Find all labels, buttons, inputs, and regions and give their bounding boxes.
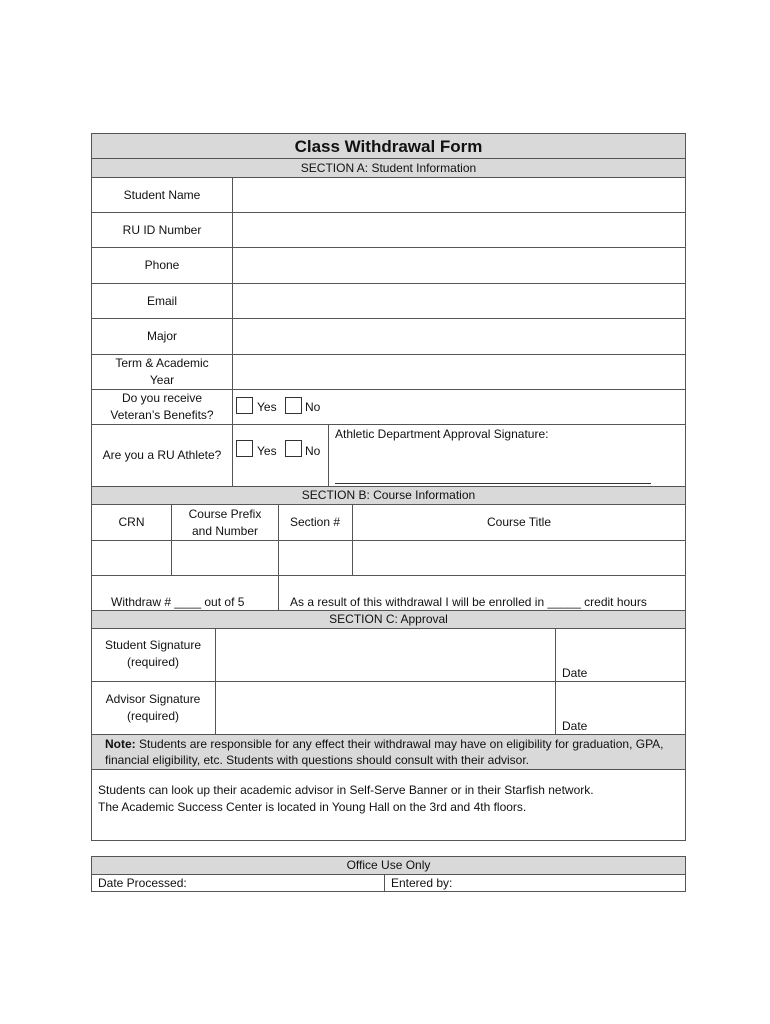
ru-id-label: RU ID Number: [122, 222, 202, 237]
student-date-label: Date: [562, 666, 588, 680]
email-field[interactable]: [233, 284, 685, 318]
athlete-label: Are you a RU Athlete?: [102, 448, 222, 462]
student-name-label: Student Name: [123, 187, 201, 202]
student-signature-field[interactable]: [216, 629, 554, 681]
athlete-no-label: No: [305, 444, 321, 458]
major-label: Major: [146, 329, 177, 343]
student-name-field[interactable]: [233, 178, 685, 212]
office-use-title: Office Use Only: [92, 857, 685, 874]
course-prefix-header: Course Prefix and Number: [188, 506, 262, 538]
note-label: Note:: [105, 737, 136, 751]
withdraw-count-text: Withdraw # ____ out of 5: [111, 595, 245, 609]
course-title-header: Course Title: [486, 515, 552, 529]
section-c-header: SECTION C: Approval: [92, 611, 685, 628]
veteran-no-label: No: [305, 400, 321, 414]
section-number-header: Section #: [289, 515, 341, 529]
section-number-field[interactable]: [279, 541, 351, 575]
advisor-lookup-text: Students can look up their academic advisor in Self-Serve Banner or in their Starfish network.: [98, 783, 594, 797]
term-label: Term & Academic Year: [115, 356, 209, 387]
academic-success-text: The Academic Success Center is located in Young Hall on the 3rd and 4th floors.: [98, 800, 527, 814]
athletic-approval-label: Athletic Department Approval Signature:: [335, 427, 549, 441]
course-prefix-field[interactable]: [172, 541, 278, 575]
section-b-header: SECTION B: Course Information: [92, 487, 685, 504]
advisor-date-label: Date: [562, 719, 588, 733]
veteran-yes-label: Yes: [257, 400, 277, 414]
major-field[interactable]: [233, 319, 685, 354]
veteran-yes-checkbox[interactable]: [236, 397, 253, 414]
date-processed-label: Date Processed:: [98, 876, 187, 890]
crn-header: CRN: [118, 515, 145, 529]
athletic-signature-line[interactable]: [335, 483, 651, 484]
veteran-no-checkbox[interactable]: [285, 397, 302, 414]
entered-by-label: Entered by:: [391, 876, 453, 890]
student-signature-label: Student Signature (required): [104, 638, 202, 669]
advisor-signature-field[interactable]: [216, 682, 554, 734]
phone-field[interactable]: [233, 248, 685, 283]
term-field[interactable]: [233, 355, 685, 389]
email-label: Email: [146, 293, 177, 308]
advisor-signature-label: Advisor Signature (required): [105, 692, 201, 723]
section-a-header: SECTION A: Student Information: [92, 159, 685, 177]
ru-id-field[interactable]: [233, 213, 685, 247]
form-title: Class Withdrawal Form: [92, 134, 685, 158]
crn-field[interactable]: [92, 541, 171, 575]
note-text: Students are responsible for any effect their withdrawal may have on eligibility for graduation, GPA, financial eligibility, etc. Students with questions should consult with their advisor.: [105, 737, 664, 767]
course-title-field[interactable]: [353, 541, 685, 575]
phone-label: Phone: [144, 258, 180, 272]
veteran-label: Do you receive Veteran’s Benefits?: [110, 391, 214, 422]
note-box: [92, 735, 685, 769]
enrolled-hours-text: As a result of this withdrawal I will be enrolled in _____ credit hours: [290, 595, 647, 609]
athlete-yes-checkbox[interactable]: [236, 440, 253, 457]
athlete-yes-label: Yes: [257, 444, 277, 458]
athlete-no-checkbox[interactable]: [285, 440, 302, 457]
